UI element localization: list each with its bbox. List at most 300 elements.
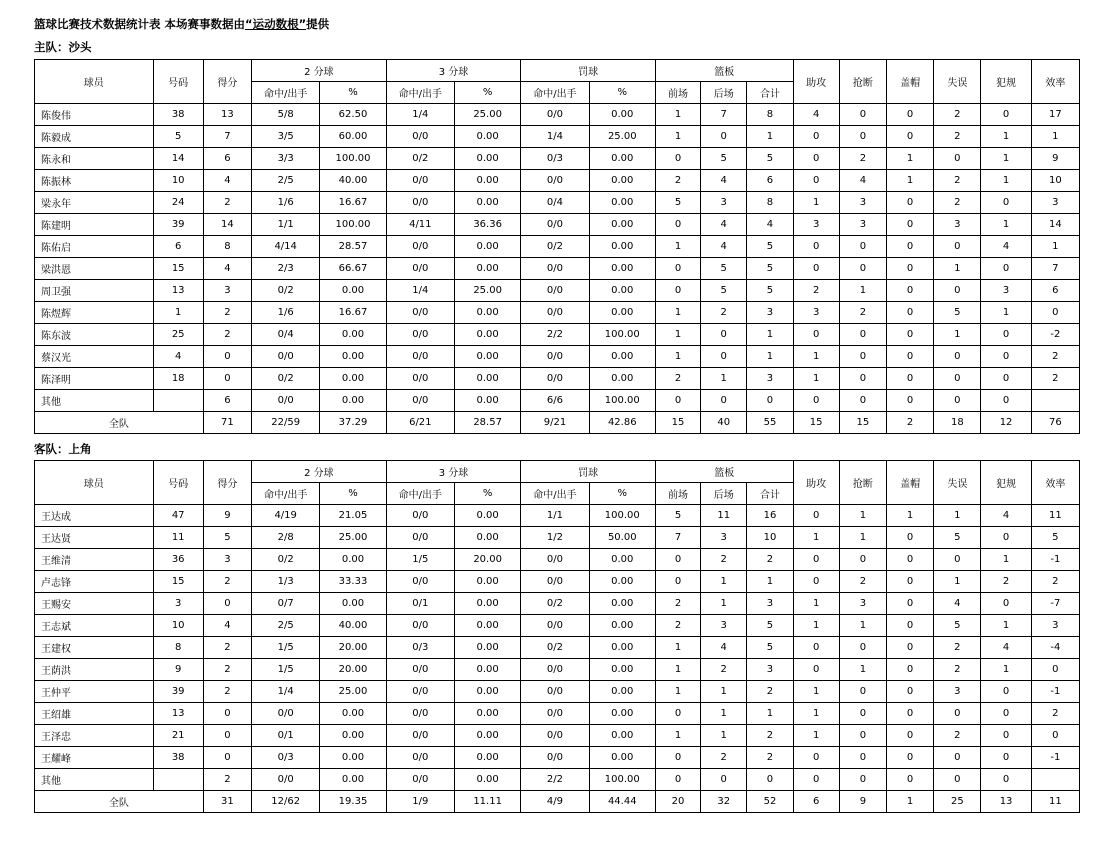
stat-cell: 0 — [203, 368, 251, 390]
stat-cell: 100.00 — [589, 324, 655, 346]
stat-cell: 0 — [934, 703, 981, 725]
stat-cell: 0.00 — [589, 615, 655, 637]
stat-cell: 2/5 — [252, 170, 320, 192]
player-name: 其他 — [35, 769, 154, 791]
total-stat-cell: 71 — [203, 412, 251, 434]
player-name: 王达成 — [35, 505, 154, 527]
table-row — [35, 390, 1080, 412]
stat-cell: 1 — [655, 346, 700, 368]
stat-cell: 1 — [153, 302, 203, 324]
header-rebounds: 篮板 — [655, 461, 793, 483]
stat-cell: 3 — [747, 368, 793, 390]
stat-cell: 5 — [701, 148, 747, 170]
stat-cell: 2/5 — [252, 615, 320, 637]
total-stat-cell: 15 — [793, 412, 839, 434]
total-stat-cell: 6/21 — [386, 412, 454, 434]
stat-cell: 21.05 — [320, 505, 386, 527]
stat-cell: 4 — [701, 170, 747, 192]
stat-cell: 14 — [153, 148, 203, 170]
stat-cell: 0.00 — [320, 747, 386, 769]
stat-cell: 3 — [701, 192, 747, 214]
stat-cell: 0 — [839, 637, 886, 659]
stat-cell: 1/4 — [386, 104, 454, 126]
stat-cell: 1 — [793, 527, 839, 549]
team-total-row — [35, 791, 1080, 813]
stat-cell: 60.00 — [320, 126, 386, 148]
stat-cell: 0 — [203, 703, 251, 725]
stat-cell: 5 — [747, 637, 793, 659]
stat-cell: 1 — [655, 725, 700, 747]
away-stats-table — [34, 460, 1080, 813]
stat-cell: 9 — [203, 505, 251, 527]
table-row — [35, 549, 1080, 571]
stat-cell: 0.00 — [589, 593, 655, 615]
header-row-group — [35, 461, 1080, 483]
player-name: 蔡汉光 — [35, 346, 154, 368]
stat-cell: 0.00 — [589, 170, 655, 192]
stat-cell: 0 — [1031, 302, 1079, 324]
header-efficiency: 效率 — [1031, 60, 1079, 104]
stat-cell: 2 — [655, 615, 700, 637]
player-name: 王赐安 — [35, 593, 154, 615]
stat-cell: 0 — [793, 571, 839, 593]
stat-cell: 2 — [934, 192, 981, 214]
stat-cell: 0 — [887, 390, 934, 412]
stat-cell: -1 — [1031, 549, 1079, 571]
stat-cell: 1 — [655, 104, 700, 126]
stat-cell: 0 — [655, 148, 700, 170]
table-row — [35, 615, 1080, 637]
title-prefix: 篮球比赛技术数据统计表 本场赛事数据由 — [34, 17, 246, 31]
stat-cell: 0 — [887, 659, 934, 681]
stat-cell: 0 — [887, 769, 934, 791]
stat-cell: 3/5 — [252, 126, 320, 148]
stat-cell: 0.00 — [454, 615, 520, 637]
stat-cell: 0/2 — [252, 280, 320, 302]
stat-cell: 0 — [203, 747, 251, 769]
total-stat-cell: 37.29 — [320, 412, 386, 434]
header-three-pt: 3 分球 — [386, 60, 521, 82]
stat-cell: 0.00 — [454, 769, 520, 791]
stat-cell: 4 — [981, 505, 1031, 527]
header-free-throw: 罚球 — [521, 60, 656, 82]
stat-cell: 2 — [747, 681, 793, 703]
stat-cell: 4 — [203, 170, 251, 192]
stat-cell: 0 — [887, 258, 934, 280]
stat-cell: 6 — [203, 148, 251, 170]
stat-cell: -1 — [1031, 681, 1079, 703]
stat-cell: 0 — [839, 236, 886, 258]
stat-cell: 3 — [934, 214, 981, 236]
stat-cell: 100.00 — [320, 214, 386, 236]
stat-cell: 0/0 — [386, 681, 454, 703]
stat-cell: 4/11 — [386, 214, 454, 236]
header-efficiency: 效率 — [1031, 461, 1079, 505]
stat-cell: 0/0 — [521, 346, 589, 368]
total-stat-cell: 28.57 — [454, 412, 520, 434]
stat-cell: 0 — [839, 346, 886, 368]
stat-cell: 0 — [839, 769, 886, 791]
stat-cell: 1/6 — [252, 192, 320, 214]
stat-cell: 2 — [793, 280, 839, 302]
stat-cell: 0/2 — [252, 549, 320, 571]
stat-cell: 0.00 — [320, 549, 386, 571]
header-rebounds: 篮板 — [655, 60, 793, 82]
stat-cell: 39 — [153, 681, 203, 703]
header-sub-pct-3: % — [454, 483, 520, 505]
player-name: 王耀峰 — [35, 747, 154, 769]
stat-cell: 0/1 — [386, 593, 454, 615]
title-suffix: 提供 — [306, 17, 330, 31]
stat-cell: 0 — [655, 280, 700, 302]
stat-cell: 3 — [1031, 192, 1079, 214]
player-name: 陈泽明 — [35, 368, 154, 390]
stat-cell: 1/5 — [252, 637, 320, 659]
stat-cell: 2/3 — [252, 258, 320, 280]
stat-cell: 1 — [655, 302, 700, 324]
stat-cell: 7 — [1031, 258, 1079, 280]
stat-cell: 0 — [839, 390, 886, 412]
stat-cell: 0.00 — [454, 126, 520, 148]
stat-cell: 3 — [701, 615, 747, 637]
stat-cell: 1 — [839, 280, 886, 302]
stat-cell: 2 — [747, 747, 793, 769]
stat-cell: 0.00 — [589, 681, 655, 703]
stat-cell: 0/0 — [521, 571, 589, 593]
stat-cell: 3 — [701, 527, 747, 549]
stat-cell: 0/0 — [386, 615, 454, 637]
total-stat-cell: 9/21 — [521, 412, 589, 434]
stat-cell: 28.57 — [320, 236, 386, 258]
stat-cell: 25.00 — [454, 104, 520, 126]
header-sub-pct-1: % — [320, 82, 386, 104]
table-row — [35, 505, 1080, 527]
stat-cell: 1 — [934, 324, 981, 346]
stat-cell: 2 — [747, 549, 793, 571]
stat-cell: 2 — [203, 769, 251, 791]
stat-cell: 2 — [701, 659, 747, 681]
stat-cell: 10 — [747, 527, 793, 549]
stat-cell: 1/1 — [521, 505, 589, 527]
stat-cell: 0.00 — [320, 703, 386, 725]
total-stat-cell: 12/62 — [252, 791, 320, 813]
stat-cell: 13 — [153, 703, 203, 725]
stat-cell: 0.00 — [454, 236, 520, 258]
stat-cell: 100.00 — [589, 390, 655, 412]
header-sub-pct-3: % — [454, 82, 520, 104]
total-stat-cell: 11 — [1031, 791, 1079, 813]
stat-cell: 11 — [1031, 505, 1079, 527]
stat-cell: 0.00 — [454, 390, 520, 412]
stat-cell: 0 — [203, 725, 251, 747]
stat-cell: 2/2 — [521, 324, 589, 346]
stat-cell: 1 — [747, 126, 793, 148]
page-title — [34, 16, 329, 32]
stat-cell: 2 — [203, 681, 251, 703]
stat-cell: 0/0 — [521, 703, 589, 725]
stat-cell: 0/0 — [521, 368, 589, 390]
stat-cell: 5 — [934, 302, 981, 324]
stat-cell: 0 — [203, 346, 251, 368]
stat-cell: 0 — [887, 346, 934, 368]
stat-cell: 2 — [203, 324, 251, 346]
header-three-pt: 3 分球 — [386, 461, 521, 483]
stat-cell: 1/2 — [521, 527, 589, 549]
stat-cell: 1/4 — [386, 280, 454, 302]
stat-cell: 4 — [839, 170, 886, 192]
stat-cell: 36.36 — [454, 214, 520, 236]
header-offensive: 前场 — [655, 483, 700, 505]
stat-cell: 0/0 — [386, 747, 454, 769]
stat-cell: 0.00 — [454, 368, 520, 390]
table-row — [35, 681, 1080, 703]
table-row — [35, 593, 1080, 615]
total-stat-cell: 25 — [934, 791, 981, 813]
stat-cell: 39 — [153, 214, 203, 236]
table-row — [35, 236, 1080, 258]
stat-cell: 0 — [793, 747, 839, 769]
player-name: 梁洪恩 — [35, 258, 154, 280]
stat-cell: 0/7 — [252, 593, 320, 615]
stat-cell: 0.00 — [589, 571, 655, 593]
header-sub-pct-5: % — [589, 483, 655, 505]
stat-cell: 0.00 — [589, 280, 655, 302]
header-fouls: 犯规 — [981, 461, 1031, 505]
stat-cell: 0/2 — [521, 593, 589, 615]
stat-cell: 2 — [839, 302, 886, 324]
stat-cell: 1 — [701, 725, 747, 747]
stat-cell: 0 — [887, 214, 934, 236]
total-stat-cell: 52 — [747, 791, 793, 813]
stat-cell: -7 — [1031, 593, 1079, 615]
stat-cell: 0 — [887, 681, 934, 703]
stat-cell: 10 — [153, 170, 203, 192]
stat-cell: 0 — [887, 192, 934, 214]
stat-cell: 0.00 — [320, 280, 386, 302]
stat-cell: 0 — [981, 725, 1031, 747]
stat-cell: 20.00 — [320, 659, 386, 681]
stat-cell: 0/0 — [521, 659, 589, 681]
stat-cell: 0 — [887, 302, 934, 324]
stat-cell: 0.00 — [454, 170, 520, 192]
stat-cell: 0 — [934, 368, 981, 390]
stat-cell: 0 — [934, 280, 981, 302]
stat-cell: 0 — [747, 390, 793, 412]
header-turnovers: 失误 — [934, 60, 981, 104]
stat-cell: 9 — [1031, 148, 1079, 170]
player-name: 陈振林 — [35, 170, 154, 192]
total-stat-cell: 15 — [839, 412, 886, 434]
stat-cell: 0/0 — [521, 280, 589, 302]
stat-cell: -1 — [1031, 747, 1079, 769]
stat-cell: 4 — [981, 637, 1031, 659]
header-number: 号码 — [153, 461, 203, 505]
stat-cell: 5 — [747, 236, 793, 258]
table-row — [35, 571, 1080, 593]
stat-cell: 100.00 — [589, 769, 655, 791]
player-name: 王绍雄 — [35, 703, 154, 725]
stat-cell: 5 — [1031, 527, 1079, 549]
stat-cell: 0 — [981, 324, 1031, 346]
stat-cell: 40.00 — [320, 170, 386, 192]
stat-cell: 0.00 — [454, 258, 520, 280]
stat-cell: 0 — [981, 104, 1031, 126]
stat-cell: 0 — [747, 769, 793, 791]
total-stat-cell: 55 — [747, 412, 793, 434]
stat-cell: 1/6 — [252, 302, 320, 324]
stat-cell: 0 — [839, 126, 886, 148]
header-offensive: 前场 — [655, 82, 700, 104]
stat-cell: 0 — [655, 769, 700, 791]
stat-cell: 0 — [839, 104, 886, 126]
stat-cell: 2 — [655, 170, 700, 192]
stat-cell: 0 — [839, 747, 886, 769]
stat-cell: 0.00 — [454, 192, 520, 214]
stat-cell: 1/4 — [521, 126, 589, 148]
stat-cell: 0 — [793, 126, 839, 148]
total-stat-cell: 12 — [981, 412, 1031, 434]
header-blocks: 盖帽 — [887, 461, 934, 505]
stat-cell: 0.00 — [589, 725, 655, 747]
header-sub-made_att-2: 命中/出手 — [386, 82, 454, 104]
stat-cell: 1 — [934, 571, 981, 593]
stat-cell: 5/8 — [252, 104, 320, 126]
stat-cell: 0.00 — [589, 148, 655, 170]
header-points: 得分 — [203, 60, 251, 104]
stat-cell: 0 — [655, 390, 700, 412]
table-row — [35, 659, 1080, 681]
table-row — [35, 148, 1080, 170]
stat-cell: 5 — [655, 192, 700, 214]
stat-cell: 0 — [839, 681, 886, 703]
stat-cell: 2 — [1031, 346, 1079, 368]
header-sub-made_att-4: 命中/出手 — [521, 483, 589, 505]
stat-cell: 0/0 — [521, 214, 589, 236]
stat-cell: 0.00 — [589, 236, 655, 258]
stat-cell: 0.00 — [589, 302, 655, 324]
stat-cell: 4/14 — [252, 236, 320, 258]
stat-cell: 0/0 — [386, 368, 454, 390]
stat-cell: 25 — [153, 324, 203, 346]
stat-cell: 0.00 — [589, 637, 655, 659]
stat-cell: 0.00 — [320, 368, 386, 390]
stat-cell: 2 — [747, 725, 793, 747]
stat-cell: 3 — [934, 681, 981, 703]
stat-cell: 3 — [747, 593, 793, 615]
table-row — [35, 192, 1080, 214]
stat-cell: 0 — [839, 549, 886, 571]
stat-cell: 0 — [701, 346, 747, 368]
stat-cell: 0 — [655, 747, 700, 769]
stat-cell: 2 — [934, 104, 981, 126]
stat-cell: 0.00 — [320, 346, 386, 368]
stat-cell: 0/0 — [386, 324, 454, 346]
stat-cell: 0.00 — [589, 104, 655, 126]
stat-cell: 0.00 — [454, 593, 520, 615]
stat-cell: 0/0 — [386, 236, 454, 258]
stat-cell: 0 — [887, 126, 934, 148]
stat-cell: 0 — [793, 390, 839, 412]
stat-cell: 4 — [747, 214, 793, 236]
stat-cell: 0 — [887, 571, 934, 593]
total-stat-cell: 40 — [701, 412, 747, 434]
stat-cell: 4 — [203, 258, 251, 280]
stat-cell: 3 — [981, 280, 1031, 302]
stat-cell: 0 — [793, 170, 839, 192]
stat-cell: 0.00 — [589, 346, 655, 368]
home-stats-table — [34, 59, 1080, 434]
stat-cell: 0.00 — [320, 593, 386, 615]
stat-cell: 0/0 — [386, 258, 454, 280]
stat-cell — [153, 769, 203, 791]
stat-cell: 8 — [747, 104, 793, 126]
table-row — [35, 747, 1080, 769]
header-sub-made_att-0: 命中/出手 — [252, 483, 320, 505]
stat-cell: 0 — [887, 280, 934, 302]
stat-cell: 4 — [934, 593, 981, 615]
header-turnovers: 失误 — [934, 461, 981, 505]
stat-cell: 5 — [701, 280, 747, 302]
player-name: 王仲平 — [35, 681, 154, 703]
header-fouls: 犯规 — [981, 60, 1031, 104]
stat-cell: 0 — [655, 703, 700, 725]
total-stat-cell: 18 — [934, 412, 981, 434]
stat-cell: 0.00 — [589, 192, 655, 214]
stat-cell: 1 — [655, 637, 700, 659]
stat-cell: 0 — [981, 258, 1031, 280]
stat-cell: 16 — [747, 505, 793, 527]
stat-cell: 1/1 — [252, 214, 320, 236]
total-stat-cell: 1 — [887, 791, 934, 813]
stat-cell: 3 — [747, 302, 793, 324]
header-steals: 抢断 — [839, 60, 886, 104]
stat-cell: 0 — [934, 769, 981, 791]
stat-cell: 1 — [701, 368, 747, 390]
stat-cell: 0/0 — [386, 703, 454, 725]
header-total-reb: 合计 — [747, 483, 793, 505]
stat-cell: 0.00 — [589, 703, 655, 725]
header-number: 号码 — [153, 60, 203, 104]
header-total-reb: 合计 — [747, 82, 793, 104]
stat-cell: 0 — [981, 703, 1031, 725]
stat-cell: 0.00 — [454, 571, 520, 593]
stat-cell: 0 — [793, 549, 839, 571]
total-stat-cell: 13 — [981, 791, 1031, 813]
stat-cell: 10 — [153, 615, 203, 637]
stat-cell: 0.00 — [589, 214, 655, 236]
stat-cell: 0/0 — [386, 571, 454, 593]
table-row — [35, 725, 1080, 747]
stat-cell: 1 — [793, 346, 839, 368]
stat-cell: 7 — [655, 527, 700, 549]
stat-cell: 0/0 — [521, 170, 589, 192]
stat-cell: 0 — [887, 527, 934, 549]
stat-cell: 25.00 — [320, 681, 386, 703]
stat-cell: 0 — [793, 505, 839, 527]
stat-cell: 0 — [701, 769, 747, 791]
stat-cell: 8 — [153, 637, 203, 659]
stat-cell: 10 — [1031, 170, 1079, 192]
total-stat-cell: 31 — [203, 791, 251, 813]
stat-cell: 40.00 — [320, 615, 386, 637]
stat-cell: 0/1 — [252, 725, 320, 747]
stat-cell: 0 — [793, 324, 839, 346]
stat-cell: 0 — [887, 615, 934, 637]
home-team-label: 主队：沙头 — [34, 40, 92, 54]
stat-cell: 1 — [1031, 236, 1079, 258]
stat-cell: 7 — [701, 104, 747, 126]
total-stat-cell: 19.35 — [320, 791, 386, 813]
